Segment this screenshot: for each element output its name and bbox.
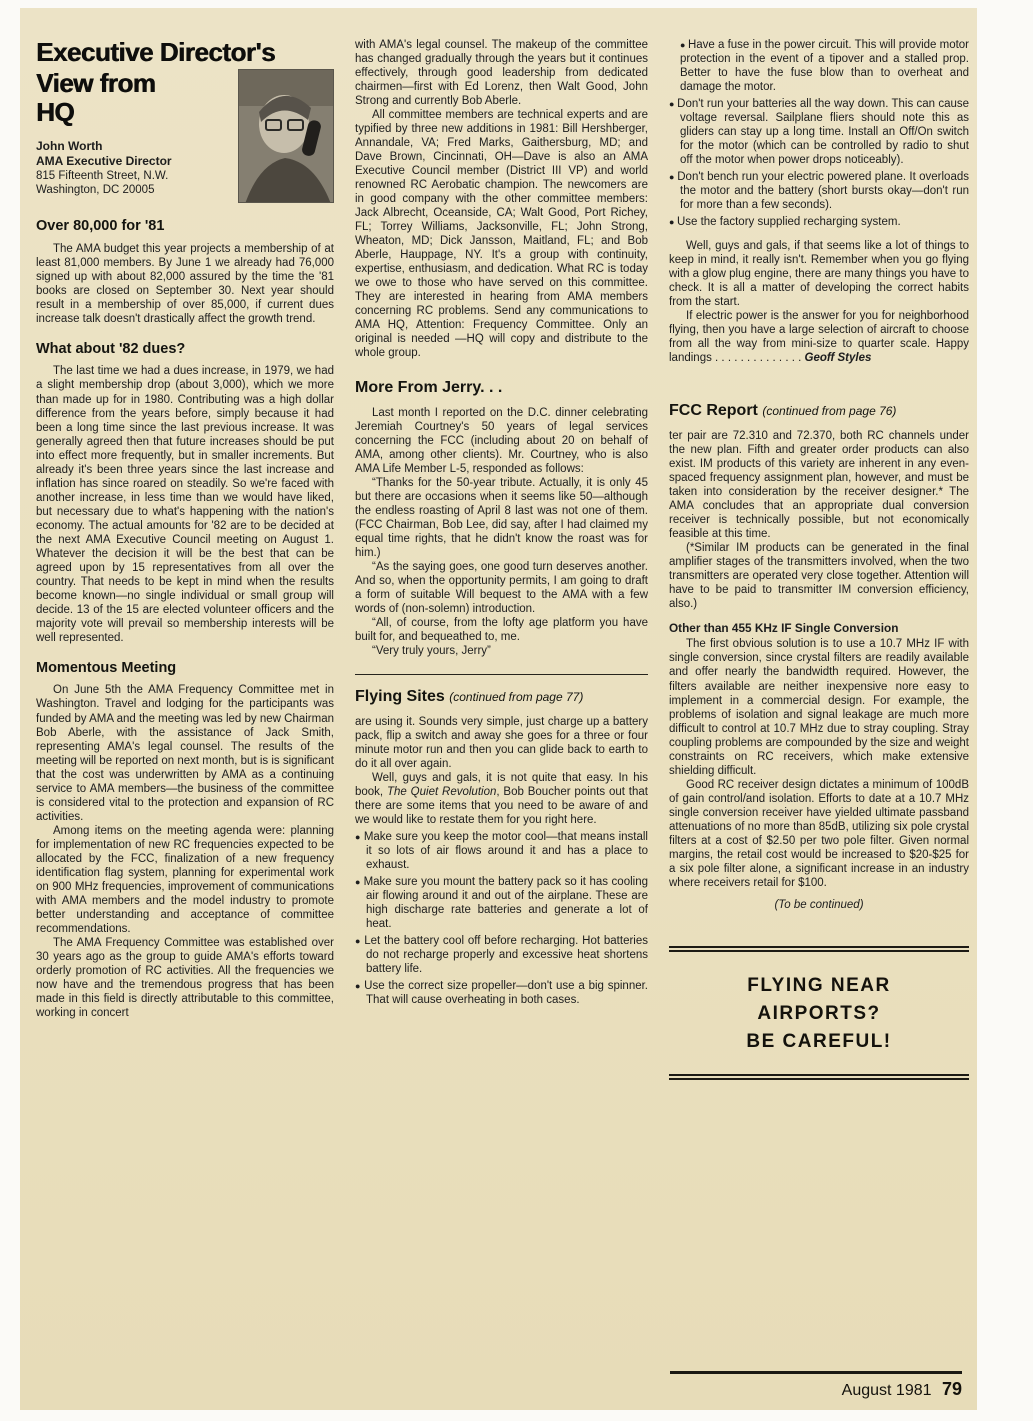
author-name: John Worth xyxy=(36,139,103,153)
list-item: ● Let the battery cool off before recharging. Hot batteries do not recharge properly and excessive heat shortens battery life. xyxy=(355,934,648,976)
list-item: ● Make sure you mount the battery pack so it has cooling air flowing around it and out of the airplane. These are high discharge rate batteries and generate a lot of heat. xyxy=(355,875,648,931)
masthead xyxy=(36,38,334,203)
paragraph: “All, of course, from the lofty age platform you have built for, and bequeathed to, me. xyxy=(355,617,648,644)
paragraph: “Very truly yours, Jerry” xyxy=(372,645,491,658)
paragraph: Last month I reported on the D.C. dinner celebrating Jeremiah Courtney's 50 years of legal services concerning the FCC (including about 20 on behalf of AMA, among other clients). Mr. Courtney, who is also AMA Life Member L-5, responded as follows: xyxy=(355,406,648,475)
column-middle xyxy=(355,38,648,1080)
paragraph: The AMA budget this year projects a membership of at least 81,000 members. By June 1 we already had 76,000 signed up with about 82,000 assured by the time the '81 books are closed on September 30. Next year should result in a membership of over 85,000, if current dues increase talk doesn't drastically affect the growth trend. xyxy=(36,242,334,325)
paragraph: Good RC receiver design dictates a minimum of 100dB of gain control/and isolation. Efforts to date at a 10.7 MHz single conversion receiver have yielded ultimate passband attenuations of no more than 85dB, utilizing six pole crystal filters at a cost of $2.50 per two pole filter. Given normal margins, the retail cost would be increased to $20-$25 for a six pole filter alone, a significant increase in an industry where receivers retail for $100. xyxy=(669,778,969,889)
warning-box xyxy=(669,946,969,1080)
john-worth-photo xyxy=(238,69,334,203)
section-heading-momentous-meeting: Momentous Meeting xyxy=(36,659,177,676)
list-item: ● Use the factory supplied recharging system. xyxy=(669,215,969,229)
paragraph: All committee members are technical experts and are typified by three new additions in 1981: Bill Hershberger, Annandale, VA; Fred Marks, Gaithersburg, MD; and Dave Brown, Cincinnati, OH—Dave is also an AMA Executive Council member (District III VP) and world renowned RC Aerobatic champion. The newcomers are in good company with the other committee members: Jack Albrecht, Oceanside, CA; Walt Good, Port Richey, FL; Torrey Williams, Jacksonville, FL; John Strong, Wheaton, MD; Dick Jansson, Maitland, FL; and Bob Aberle, Hauppage, NY. It's a group with continuity, expertise, enthusiasm, and dedication. What RC is today we owe to those who have served on this committee. They are interested in hearing from AMA members concerning RC problems. Send any communications to AMA HQ, Attention: Frequency Committee. Only an original is needed —HQ will copy and distribute to the whole group. xyxy=(355,109,648,360)
magazine-page xyxy=(20,8,977,1410)
section-heading-flying-sites xyxy=(355,687,648,707)
paragraph: “As the saying goes, one good turn deserves another. And so, when the opportunity permits, I am going to draft a form of suitable Will bequest to the AMA with a few words of (non-solemn) introduction. xyxy=(355,561,648,616)
paragraph: are using it. Sounds very simple, just charge up a battery pack, flip a switch and away she goes for a three or four minute motor run and then you can glide back to earth to do it all over again. xyxy=(355,715,648,770)
warning-line-2: AIRPORTS? xyxy=(757,1002,881,1024)
section-heading-82-dues: What about '82 dues? xyxy=(36,340,186,357)
flying-sites-continued-note: (continued from page 77) xyxy=(449,690,584,705)
paragraph: The AMA Frequency Committee was established over 30 years ago as the group to guide AMA's efforts toward orderly promotion of RC activities. All the frequencies we now have and the tremendous progress that has been made in this field is directly attributable to this committee, working in concert xyxy=(36,936,334,1019)
column-layout xyxy=(36,37,970,1080)
paragraph: Among items on the meeting agenda were: planning for implementation of new RC frequencies expected to be allocated by the FCC, finalization of a new frequency identification flag system, planning for experimental work on 900 MHz frequencies, improvement of communications with AMA members and the model industry to promote better understanding and acceptance of committee recommendations. xyxy=(36,824,334,935)
author-role: AMA Executive Director xyxy=(36,154,172,168)
section-heading-fcc-report xyxy=(669,401,969,421)
paragraph: On June 5th the AMA Frequency Committee met in Washington. Travel and lodging for the participants was funded by AMA and the meeting was led by new Chairman Bob Aberle, with the assistance of Jack Smith, representing AMA's legal counsel. The results of the meeting will be reported on next month, but is is significant that the cost was underwritten by AMA as a continuing service to AMA members—the business of the committee is considered vital to the protection and expansion of RC activities. xyxy=(36,684,334,823)
paragraph-text: Well, guys and gals, it is not quite that easy. In his book, xyxy=(355,771,648,798)
section-divider-rule xyxy=(355,674,648,675)
paragraph: with AMA's legal counsel. The makeup of the committee has changed gradually through the years but it continues effectively, through good leadership from dedicated chairmen—first with Ed Lorenz, then Walt Good, John Strong and currently Bob Aberle. xyxy=(355,39,648,108)
fcc-report-continued-note: (continued from page 76) xyxy=(762,404,897,419)
book-title: The Quiet Revolution xyxy=(387,785,497,798)
column-right xyxy=(669,38,969,1080)
list-item: ● Make sure you keep the motor cool—that means install it so lots of air flows around it and has a place to exhaust. xyxy=(355,830,648,872)
paragraph xyxy=(669,309,969,365)
author-signature: Geoff Styles xyxy=(804,352,872,365)
paragraph: “Thanks for the 50-year tribute. Actually, it is only 45 but there are occasions when it seems like 50—although the endless roasting of April 8 last was not one of them. (FCC Chairman, Bob Lee, did say, after I had claimed my equal time rights, that he didn't know the roast was for him.) xyxy=(355,476,648,560)
paragraph: The last time we had a dues increase, in 1979, we had a slight membership drop (about 3,000), which we more than made up for in 1980. Contributing was a high dollar difference from the years before, simply because it had been a long time since the last previous increase. It was generally agreed then that future increases should be put into effect more frequently, but in smaller increments. But already it's been three years since the last increase and inflation has since roared on steadily. So we're faced with another increase, in less time than we would have liked, but necessary due to what's happening with the nation's economy. The actual amounts for '82 are to be decided at the next AMA Executive Council meeting on August 1. Whatever the decision it will be the best that can be agreed upon by 15 representatives from all over the country. That needs to be kept in mind when the results become known—no single individual or small group will decide. 13 of the 15 are elected volunteer officers and the majority vote will prevail so membership interests will be well represented. xyxy=(36,365,334,644)
subheading-single-conversion: Other than 455 KHz IF Single Conversion xyxy=(669,621,899,636)
byline xyxy=(36,139,228,197)
paragraph: Well, guys and gals, if that seems like a lot of things to keep in mind, it really isn't. Remember when you go flying with a glow plug engine, there are many things you have to check. It is all a matter of developing the correct habits from the start. xyxy=(669,240,969,309)
issue-date: August 1981 xyxy=(841,1382,932,1399)
paragraph: (*Similar IM products can be generated in the final amplifier stages of the transmitters involved, when the two transmitters are operated very close together. Attention will have to be paid to transmitter IM conversion efficiency, also.) xyxy=(669,541,969,611)
page-number: 79 xyxy=(941,1379,962,1399)
to-be-continued-note: (To be continued) xyxy=(774,898,864,911)
warning-line-1: FLYING NEAR xyxy=(747,974,891,996)
masthead-row xyxy=(36,69,334,203)
paragraph-text: If electric power is the answer for you for neighborhood flying, then you have a large selection of aircraft to choose from all the way from mini-size to quarter scale. Happy landings . . . . . . . . . . . . . . xyxy=(669,310,969,365)
page-footer xyxy=(670,1371,962,1400)
list-item: ● Don't run your batteries all the way down. This can cause voltage reversal. Sailplane fliers should note this as gliders can stay up a long time. Install an Off/On switch for the motor (which can be controlled by radio to shut off the motor when power drops noticeably). xyxy=(669,97,969,167)
flying-sites-title: Flying Sites xyxy=(355,688,445,706)
list-item: ● Use the correct size propeller—don't use a big spinner. That will cause overheating in both cases. xyxy=(355,979,648,1007)
section-heading-more-from-jerry: More From Jerry. . . xyxy=(355,379,503,397)
list-item: ● Don't bench run your electric powered plane. It overloads the motor and the battery (short bursts okay—don't run for more than a few seconds). xyxy=(669,170,969,212)
section-heading-over-80000: Over 80,000 for '81 xyxy=(36,218,165,234)
list-item: ● Have a fuse in the power circuit. This will provide motor protection in the event of a tipover and a stalled prop. Better to have the fuse blow than to overheat and damage the motor. xyxy=(669,38,969,94)
portrait-photo-graphic xyxy=(239,70,334,203)
paragraph: The first obvious solution is to use a 10.7 MHz IF with single conversion, since crystal filters are readily available and offer nearly the bandwidth required. However, the filters available are neither inexpensive nore easy to implement in a commercial design. For example, the problems of isolation and signal leakage are much more difficult to control at 10.7 MHz due to stray coupling. Stray coupling problems are compounded by the size and weight constraints on RC receivers, which make extensive shielding difficult. xyxy=(669,638,969,777)
article-title-line-3: HQ xyxy=(36,97,74,127)
warning-line-3: BE CAREFUL! xyxy=(746,1030,892,1052)
article-title-line-2: View from xyxy=(36,68,156,98)
column-left xyxy=(36,38,334,1080)
article-title-line-1: Executive Director's xyxy=(36,37,275,67)
author-address-line-2: Washington, DC 20005 xyxy=(36,184,155,196)
paragraph xyxy=(355,771,648,827)
fcc-report-title: FCC Report xyxy=(669,402,758,420)
masthead-left xyxy=(36,69,228,203)
paragraph-text: , Bob Boucher points out that there are some items that you need to be aware of and we would like to restate them for you right here. xyxy=(355,785,648,826)
author-address-line-1: 815 Fifteenth Street, N.W. xyxy=(36,170,169,182)
paragraph: ter pair are 72.310 and 72.370, both RC channels under the new plan. Fifth and greater order products can also exist. IM products of this variety are inherent in any even-spaced frequency assignment plan, however, and must be taken into consideration by the receiver designer.* The AMA concludes that an appropriate dual conversion receiver is technically possible, but not economically feasible at this time. xyxy=(669,429,969,540)
